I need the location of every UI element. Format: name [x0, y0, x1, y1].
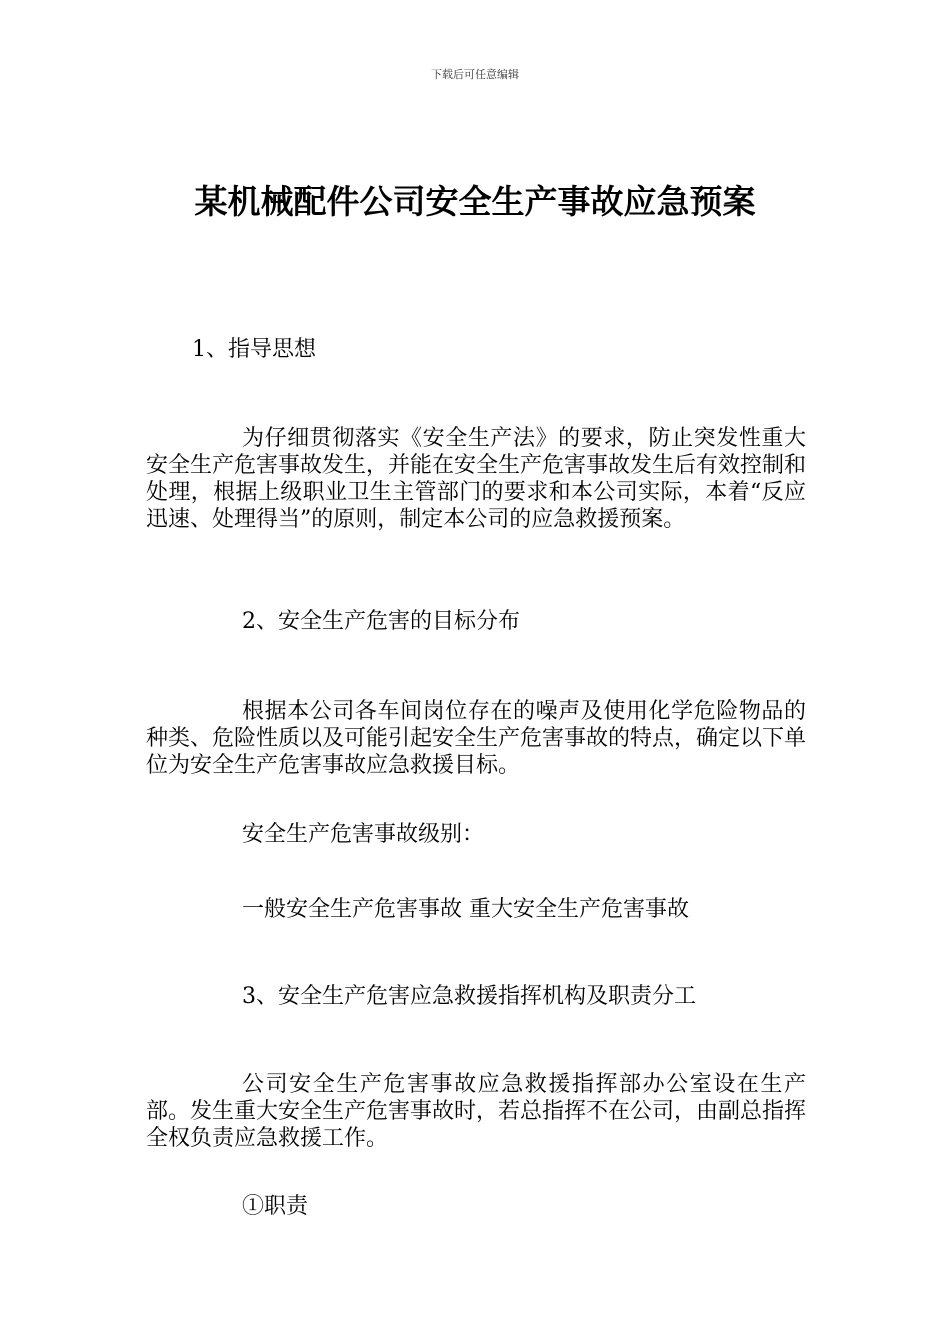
accident-level-label: 安全生产危害事故级别：	[242, 822, 485, 847]
section-2-paragraph: 根据本公司各车间岗位存在的噪声及使用化学危险物品的种类、危险性质以及可能引起安全生产危害事故的特点，确定以下单位为安全生产危害事故应急救援目标。	[146, 699, 807, 778]
header-note: 下载后可任意编辑	[431, 68, 519, 81]
section-2-heading: 2、安全生产危害的目标分布	[242, 609, 520, 634]
accident-level-values: 一般安全生产危害事故 重大安全生产危害事故	[242, 897, 689, 922]
section-1-heading: 1、指导思想	[192, 337, 316, 362]
section-3-paragraph: 公司安全生产危害事故应急救援指挥部办公室设在生产部。发生重大安全生产危害事故时，若总指挥不在公司，由副总指挥全权负责应急救援工作。	[146, 1072, 807, 1151]
section-1-paragraph: 为仔细贯彻落实《安全生产法》的要求，防止突发性重大安全生产危害事故发生，并能在安全生产危害事故发生后有效控制和处理，根据上级职业卫生主管部门的要求和本公司实际，本着“反应迅速、处理得当”的原则，制定本公司的应急救援预案。	[146, 426, 807, 532]
section-3-heading: 3、安全生产危害应急救援指挥机构及职责分工	[242, 984, 696, 1009]
document-title: 某机械配件公司安全生产事故应急预案	[194, 182, 756, 221]
duty-subheading: ①职责	[242, 1194, 309, 1219]
